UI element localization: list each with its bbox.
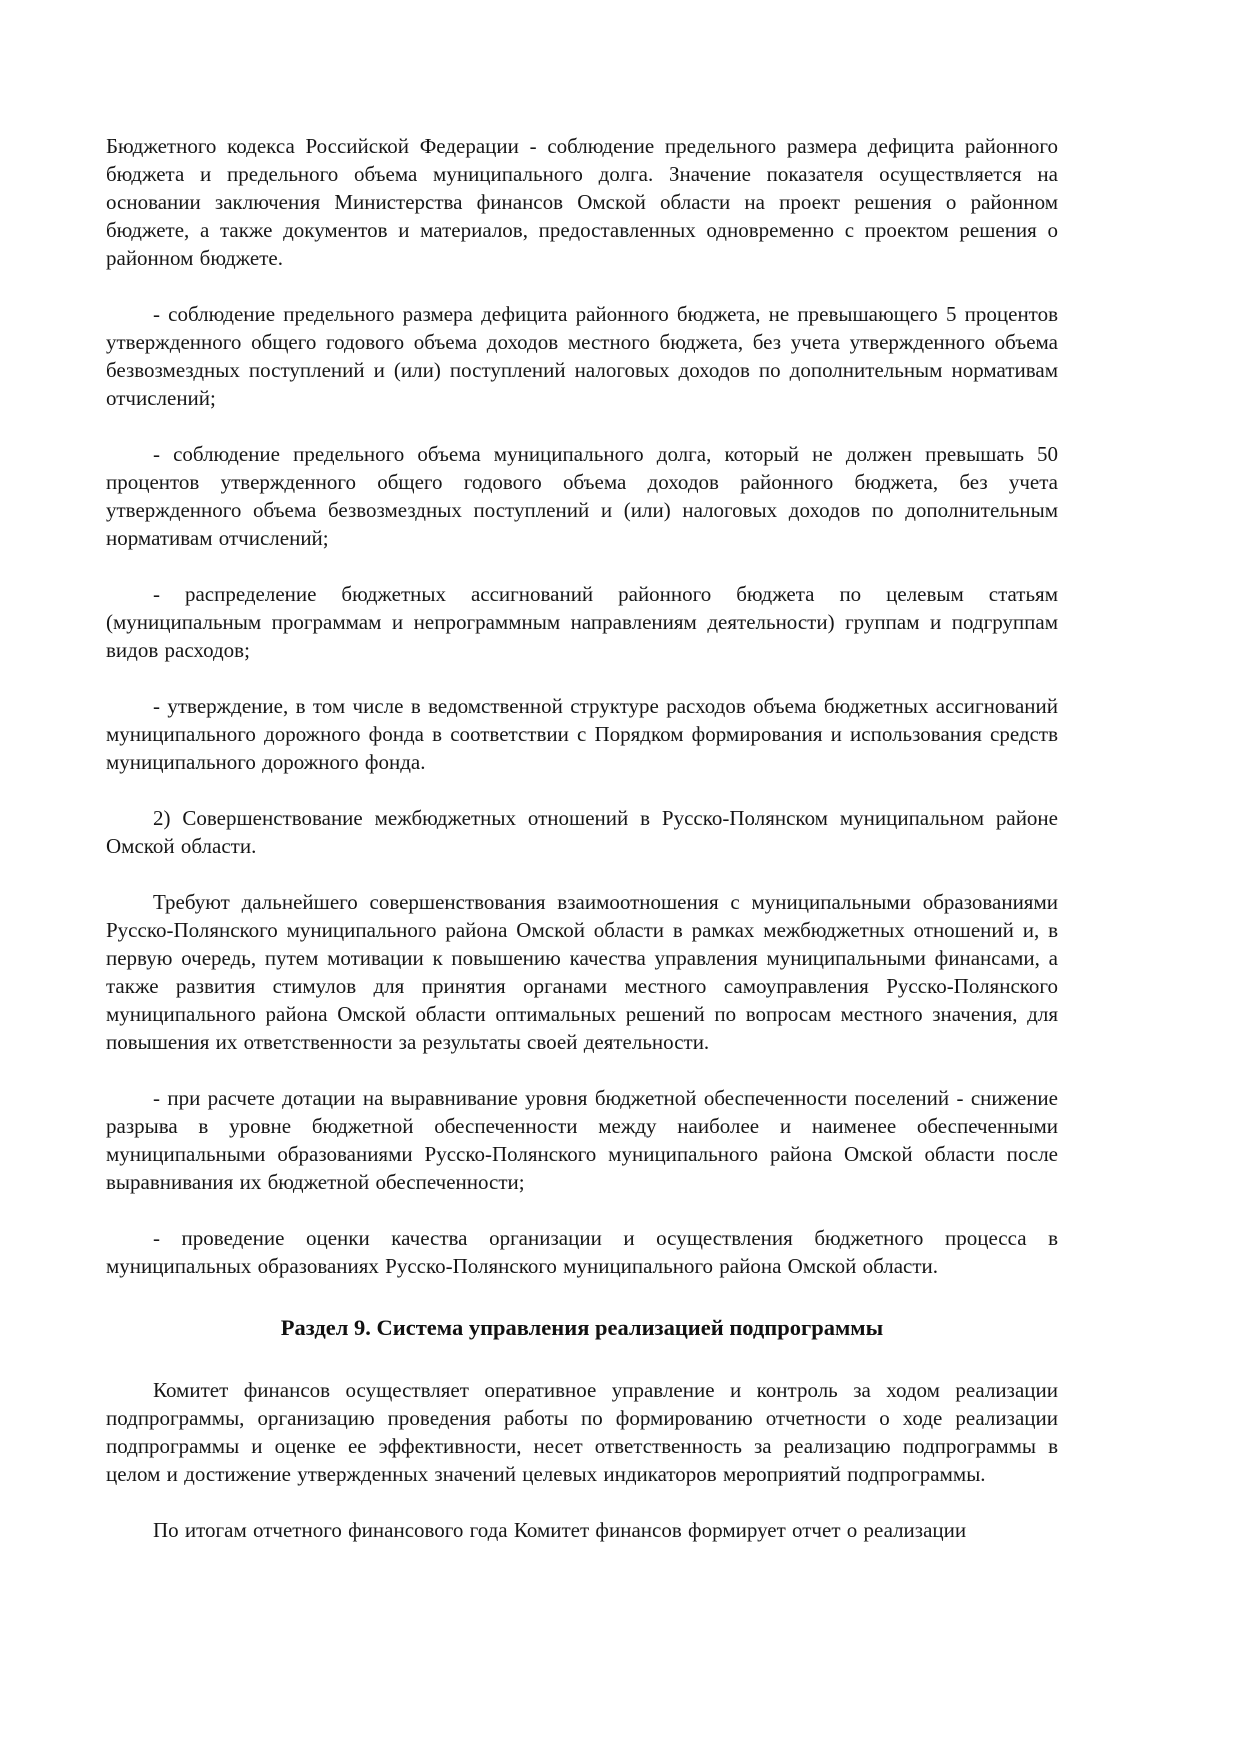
paragraph-list-item-deficit: - соблюдение предельного размера дефицита районного бюджета, не превышающего 5 процентов утвержденного общего годового объема доходов местного бюджета, без учета утвержденного объема безвозмездных поступлений и (или) поступлений налоговых доходов по дополнительным нормативам отчислений; — [106, 302, 1058, 410]
paragraph-list-item-subsidies: - при расчете дотации на выравнивание уровня бюджетной обеспеченности поселений - снижение разрыва в уровне бюджетной обеспеченности между наиболее и наименее обеспеченными муниципальными образованиями Русско-Полянского муниципального района Омской области после выравнивания их бюджетной обеспеченности; — [106, 1086, 1058, 1194]
paragraph-continuation: Бюджетного кодекса Российской Федерации - соблюдение предельного размера дефицита районного бюджета и предельного объема муниципального долга. Значение показателя осуществляется на основании заключения Министерства финансов Омской области на проект решения о районном бюджете, а также документов и материалов, предоставленных одновременно с проектом решения о районном бюджете. — [106, 134, 1058, 270]
paragraph-annual-report: По итогам отчетного финансового года Комитет финансов формирует отчет о реализации — [153, 1518, 967, 1542]
paragraph-committee-management: Комитет финансов осуществляет оперативное управление и контроль за ходом реализации подпрограммы, организацию проведения работы по формированию отчетности о ходе реализации подпрограммы и оценке ее эффективности, несет ответственность за реализацию подпрограммы в целом и достижение утвержденных значений целевых индикаторов мероприятий подпрограммы. — [106, 1378, 1058, 1486]
paragraph-list-item-debt: - соблюдение предельного объема муниципального долга, который не должен превышать 50 процентов утвержденного общего годового объема доходов районного бюджета, без учета утвержденного объема безвозмездных поступлений и (или) налоговых доходов по дополнительным нормативам отчислений; — [106, 442, 1058, 550]
paragraph-body: Требуют дальнейшего совершенствования взаимоотношения с муниципальными образованиями Русско-Полянского муниципального района Омской области в рамках межбюджетных отношений и, в первую очередь, путем мотивации к повышению качества управления муниципальными финансами, а также развития стимулов для принятия органами местного самоуправления Русско-Полянского муниципального района Омской области оптимальных решений по вопросам местного значения, для повышения их ответственности за результаты своей деятельности. — [106, 890, 1058, 1054]
paragraph-list-item-allocations: - распределение бюджетных ассигнований районного бюджета по целевым статьям (муниципальным программам и непрограммным направлениям деятельности) группам и подгруппам видов расходов; — [106, 582, 1058, 662]
paragraph-list-item-quality-assessment: - проведение оценки качества организации и осуществления бюджетного процесса в муниципальных образованиях Русско-Полянского муниципального района Омской области. — [106, 1226, 1058, 1278]
paragraph-list-item-road-fund: - утверждение, в том числе в ведомственной структуре расходов объема бюджетных ассигнований муниципального дорожного фонда в соответствии с Порядком формирования и использования средств муниципального дорожного фонда. — [106, 694, 1058, 774]
paragraph-numbered-item-2: 2) Совершенствование межбюджетных отношений в Русско-Полянском муниципальном районе Омской области. — [106, 806, 1058, 858]
section-heading: Раздел 9. Система управления реализацией подпрограммы — [280, 1315, 884, 1340]
